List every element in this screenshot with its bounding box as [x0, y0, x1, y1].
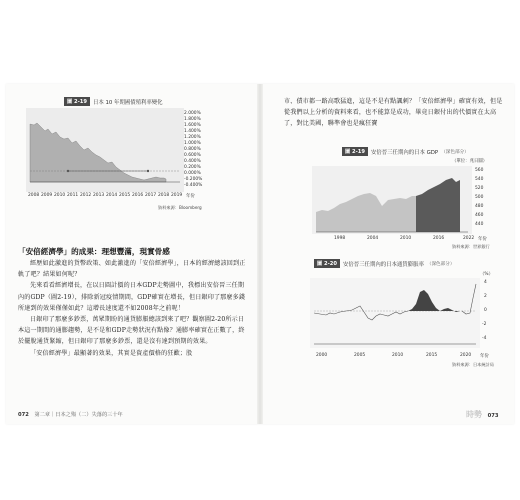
figure-title: 安倍晉三任期內的日本 GDP	[370, 149, 439, 156]
book-gutter	[257, 84, 263, 424]
cpi-chart	[310, 278, 480, 348]
x-unit: 年份	[186, 194, 195, 199]
paragraph: 日銀印了那麼多鈔票，萬眾期盼的通貨膨脹總該到來了吧？觀察圖2-20所示日本這一期間的通膨趨勢，是不是和GDP走勢狀況有點像？通膨率確實在正數了，終於擺脫通貨緊縮，但日銀印了那麼多鈔票，還是沒有達到預期的效果。	[18, 316, 245, 346]
figure-title: 安倍晉三任期內的日本通貨膨脹率	[342, 261, 424, 268]
figure-tag: 圖 2-19	[342, 147, 368, 156]
section-heading: 「安倍經濟學」的成果：理想豐滿，現實骨感	[18, 247, 170, 256]
figure-source: 資料來源：日本統計局	[452, 362, 494, 367]
cpi-figure-title	[314, 259, 454, 268]
paragraph: 先來看看經濟增長，在以日圓計價的日本GDP走勢圖中，我標出安倍晉三任期內的GDP（圖2-19），排除新冠疫情期間，GDP確實在增長，但日銀印了那麼多錢所達到的效果僅僅如此？這增長速度還不如2008年之前呢！	[18, 282, 246, 312]
paragraph: 「安倍經濟學」最顯著的效果，其實是資產價格的狂歡；股	[30, 349, 193, 357]
page-number: 073	[487, 413, 499, 419]
figure-subtitle: （深色部分）	[426, 261, 455, 267]
x-unit: 年份	[480, 354, 489, 359]
running-head: 時勢	[466, 410, 482, 419]
cpi-unit: （%）	[480, 272, 493, 277]
left-body-text	[18, 258, 246, 359]
bond-yield-chart	[26, 108, 184, 192]
chart-background	[310, 278, 480, 348]
figure-tag: 圖 2-20	[314, 259, 340, 268]
right-body-text	[284, 96, 504, 130]
x-unit: 年份	[478, 237, 487, 242]
figure-title: 日本 10 年期國債殖利率變化	[92, 99, 163, 106]
page-number: 072	[18, 412, 29, 418]
gdp-unit: （單位：兆日圓）	[452, 159, 488, 164]
running-footer: 第二章｜日本之殤（二）失落的三十年	[34, 412, 123, 418]
gdp-figure-title	[342, 147, 469, 156]
figure-source: 資料來源：Bloomberg	[158, 205, 202, 210]
figure-subtitle: （深色部分）	[441, 149, 469, 155]
paragraph: 市、債市都一路高歌猛進，這是不是有點諷刺？「安倍經濟學」確實有效，但是從我們以上分析的資料來看，也不能算是成功，畢竟日銀付出的代價實在太高了，對比美國，聯準會也是瘋狂寶	[284, 98, 503, 128]
left-figure-title	[64, 97, 163, 106]
figure-tag: 圖 2-19	[64, 97, 90, 106]
figure-source: 資料來源：世界銀行	[452, 244, 490, 249]
left-footer	[18, 411, 123, 418]
paragraph: 經歷如此激進的貨幣政策、如此激進的「安倍經濟學」，日本的經濟總該回到正軌了吧？結果如何呢？	[18, 260, 246, 279]
right-footer	[466, 409, 499, 420]
gdp-chart	[312, 166, 472, 234]
